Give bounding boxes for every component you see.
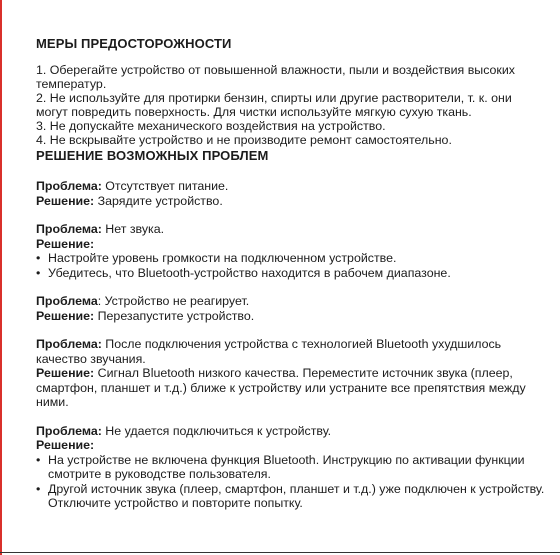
solution-label: Решение: (36, 366, 95, 380)
solution-line (36, 309, 546, 324)
problem-label: Проблема (36, 294, 98, 308)
solution-line (36, 194, 546, 209)
solution-label: Решение: (36, 193, 95, 208)
solution-line (36, 366, 546, 410)
problem-line (36, 179, 546, 194)
precaution-item-1: 1. Оберегайте устройство от повышенной влажности, пыли и воздействия высоких температур. (36, 63, 515, 91)
solution-line (36, 438, 546, 453)
problem-label: Проблема: (36, 179, 102, 193)
solution-bullet-list (36, 251, 546, 280)
left-margin-line (0, 0, 2, 555)
solution-text: Перезапустите устройство. (94, 308, 255, 323)
precautions-section (36, 36, 546, 147)
problem-text: После подключения устройства с технологией Bluetooth ухудшилось качество звучания. (36, 337, 502, 366)
precaution-item-4: 4. Не вскрывайте устройство и не производите ремонт самостоятельно. (36, 133, 452, 147)
solution-bullet-list (36, 453, 546, 511)
solution-label: Решение: (36, 236, 95, 251)
problem-line (36, 337, 546, 366)
problem-block-4 (36, 337, 546, 410)
precaution-item-2: 2. Не используйте для протирки бензин, спирты или другие растворители, т. к. они могут повредить поверхность. Для чистки используйте мягкую сухую ткань. (36, 91, 512, 119)
troubleshooting-title: РЕШЕНИЕ ВОЗМОЖНЫХ ПРОБЛЕМ (36, 148, 269, 163)
problem-label: Проблема: (36, 222, 102, 236)
problem-text: Нет звука. (101, 222, 165, 236)
solution-text: Зарядите устройство. (94, 193, 223, 208)
solution-text: Сигнал Bluetooth низкого качества. Переместите источник звука (плеер, смартфон, планшет и т.д.) ближе к устройству или устраните все препятствия между ними. (36, 366, 526, 409)
list-item: • Убедитесь, что Bluetooth-устройство находится в рабочем диапазоне. (36, 266, 546, 281)
list-item: • Другой источник звука (плеер, смартфон, планшет и т.д.) уже подключен к устройству. Отключите устройство и повторите попытку. (36, 482, 546, 511)
problem-label: Проблема: (36, 337, 102, 351)
problem-block-1 (36, 179, 546, 208)
solution-label: Решение: (36, 308, 95, 323)
problem-text: : Устройство не реагирует. (97, 294, 250, 308)
problem-block-3 (36, 294, 546, 323)
problem-line (36, 294, 546, 309)
problem-block-2 (36, 222, 546, 280)
precaution-item-3: 3. Не допускайте механического воздействия на устройство. (36, 119, 386, 133)
manual-page (36, 36, 546, 525)
list-item: • На устройстве не включена функция Bluetooth. Инструкцию по активации функции смотрите в руководстве пользователя. (36, 453, 546, 482)
troubleshooting-section (36, 148, 546, 511)
precautions-title: МЕРЫ ПРЕДОСТОРОЖНОСТИ (36, 36, 232, 51)
problem-text: Отсутствует питание. (101, 179, 229, 193)
list-item: • Настройте уровень громкости на подключенном устройстве. (36, 251, 546, 266)
problem-label: Проблема: (36, 423, 102, 438)
bottom-rule (0, 552, 560, 553)
problem-block-5 (36, 424, 546, 511)
solution-line (36, 237, 546, 252)
solution-label: Решение: (36, 438, 95, 452)
problem-text: Не удается подключиться к устройству. (101, 423, 332, 438)
problem-line (36, 222, 546, 237)
problem-line (36, 424, 546, 439)
